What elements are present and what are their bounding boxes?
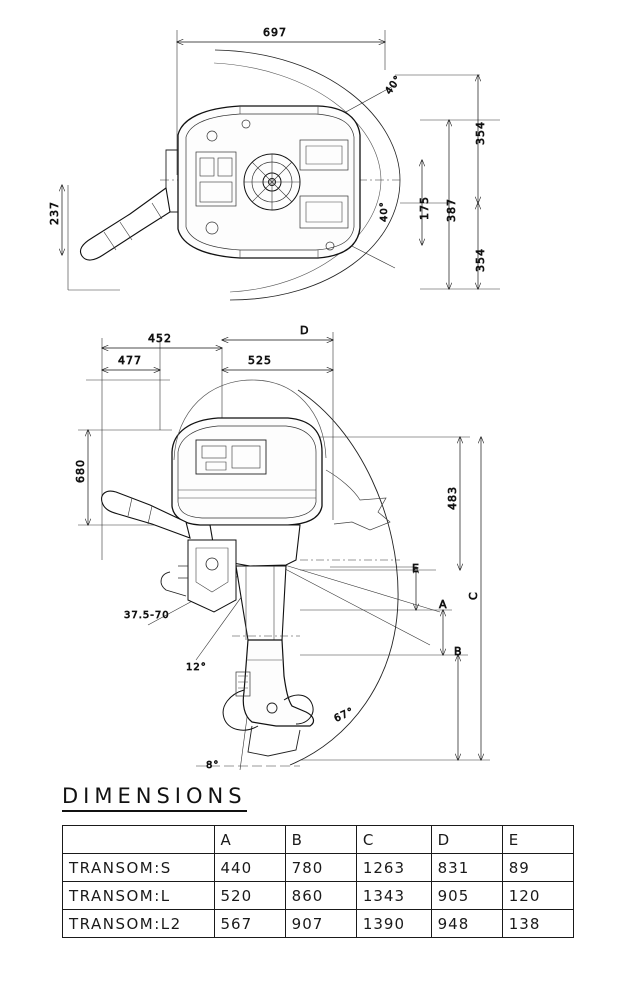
table-row (63, 882, 574, 910)
dim-tilt-range: 37.5-70 (124, 610, 170, 621)
table-row (63, 854, 574, 882)
cell-l-d: 905 (431, 882, 502, 910)
dim-A: A (439, 598, 448, 611)
dim-354-lower: 354 (474, 248, 487, 272)
angle-8: 8° (206, 760, 220, 771)
cell-l2-c: 1390 (356, 910, 431, 938)
cell-l-e: 120 (502, 882, 573, 910)
row-label-transom-l: TRANSOM:L (63, 882, 215, 910)
dim-697: 697 (263, 26, 287, 39)
dim-B: B (454, 645, 463, 658)
dimensions-table (62, 825, 574, 938)
table-header-row (63, 826, 574, 854)
cell-l-a: 520 (214, 882, 285, 910)
table-row (63, 910, 574, 938)
cell-l2-e: 138 (502, 910, 573, 938)
angle-40-lower: 40° (379, 201, 390, 222)
angle-67: 67° (332, 705, 357, 725)
column-header-b: B (285, 826, 356, 854)
dim-175: 175 (418, 196, 431, 220)
cell-s-b: 780 (285, 854, 356, 882)
dim-680: 680 (74, 459, 87, 483)
dim-C: C (467, 591, 480, 600)
column-header-c: C (356, 826, 431, 854)
angle-12: 12° (186, 662, 207, 673)
dim-387: 387 (445, 198, 458, 222)
row-label-transom-l2: TRANSOM:L2 (63, 910, 215, 938)
cell-s-e: 89 (502, 854, 573, 882)
cell-l2-b: 907 (285, 910, 356, 938)
column-header-e: E (502, 826, 573, 854)
dim-D: D (300, 324, 310, 337)
dim-237: 237 (48, 201, 61, 225)
dim-525: 525 (248, 354, 272, 367)
column-header-d: D (431, 826, 502, 854)
page-title: DIMENSIONS (62, 784, 247, 812)
cell-s-d: 831 (431, 854, 502, 882)
row-label-transom-s: TRANSOM:S (63, 854, 215, 882)
cell-l2-a: 567 (214, 910, 285, 938)
cell-l-b: 860 (285, 882, 356, 910)
dim-452: 452 (148, 332, 172, 345)
dim-477: 477 (118, 354, 142, 367)
cell-s-a: 440 (214, 854, 285, 882)
cell-s-c: 1263 (356, 854, 431, 882)
table-corner-cell (63, 826, 215, 854)
dim-354-upper: 354 (474, 121, 487, 145)
cell-l-c: 1343 (356, 882, 431, 910)
dim-483: 483 (446, 486, 459, 510)
column-header-a: A (214, 826, 285, 854)
cell-l2-d: 948 (431, 910, 502, 938)
dim-E: E (412, 562, 420, 575)
angle-40-upper: 40° (383, 73, 405, 97)
